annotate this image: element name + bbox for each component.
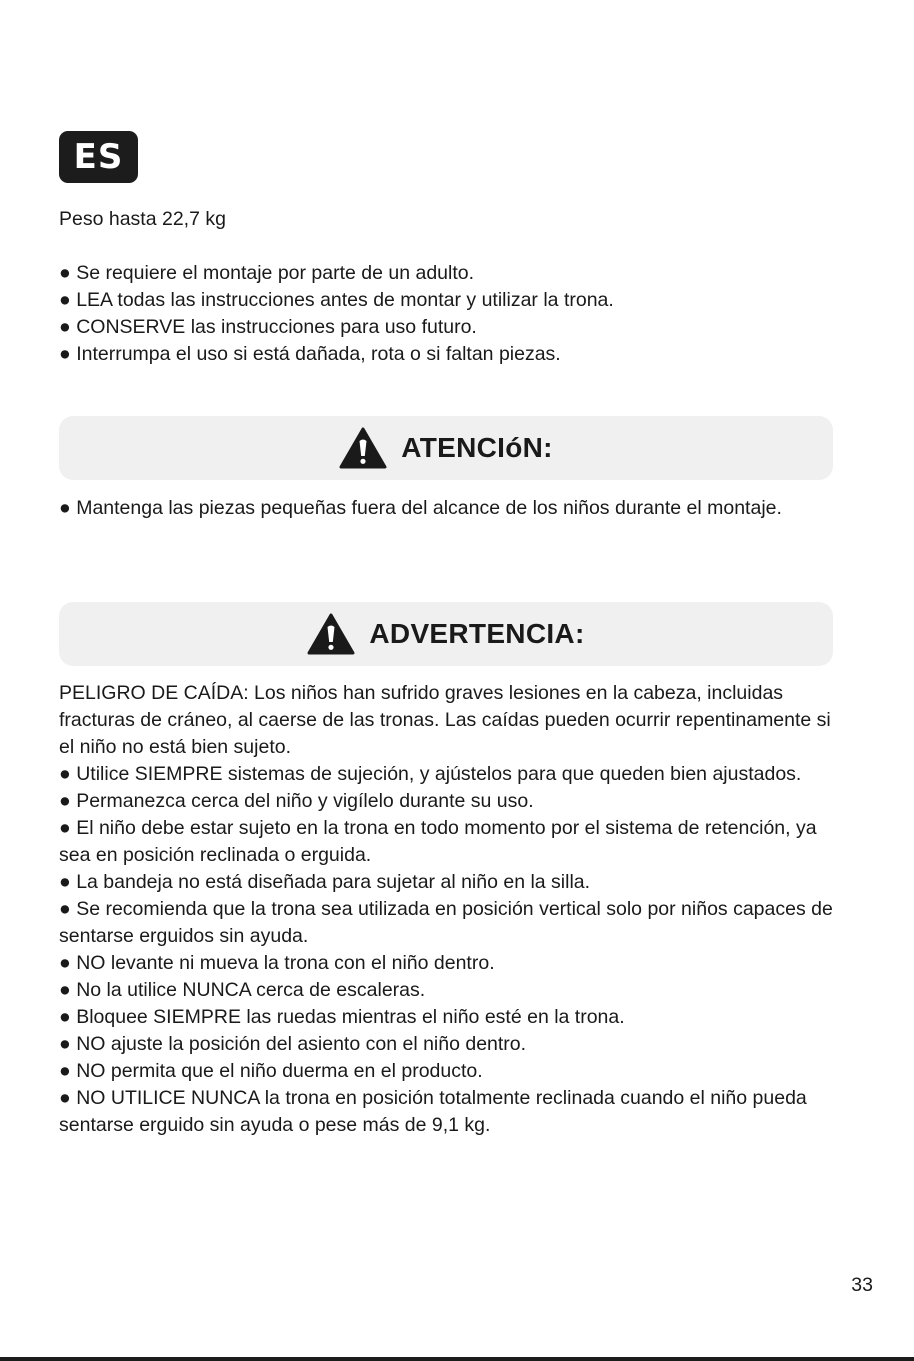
list-item: ● Interrumpa el uso si está dañada, rota o si faltan piezas. <box>59 343 561 365</box>
page-number: 33 <box>851 1274 873 1296</box>
general-instructions-list <box>59 260 849 368</box>
warning-triangle-icon <box>307 613 355 655</box>
warning-line: ● El niño debe estar sujeto en la trona en todo momento por el sistema de retención, ya sea en posición reclinada o erguida. <box>59 817 817 866</box>
warning-line: ● NO levante ni mueva la trona con el niño dentro. <box>59 952 495 974</box>
warning-line: ● Utilice SIEMPRE sistemas de sujeción, y ajústelos para que queden bien ajustados. <box>59 763 802 785</box>
attention-title: ATENCIóN: <box>401 432 553 463</box>
warning-text-block <box>59 680 839 1139</box>
warning-triangle-icon <box>339 427 387 469</box>
warning-title: ADVERTENCIA: <box>369 618 585 649</box>
warning-line: ● Permanezca cerca del niño y vigílelo durante su uso. <box>59 790 534 812</box>
warning-line: PELIGRO DE CAÍDA: Los niños han sufrido graves lesiones en la cabeza, incluidas fracturas de cráneo, al caerse de las tronas. Las caídas pueden ocurrir repentinamente si el niño no está bien sujeto. <box>59 682 831 758</box>
weight-limit <box>59 206 849 233</box>
weight-limit-text: Peso hasta 22,7 kg <box>59 208 226 230</box>
warning-line: ● Bloquee SIEMPRE las ruedas mientras el niño esté en la trona. <box>59 1006 625 1028</box>
language-badge: ES <box>59 131 138 183</box>
warning-line: ● La bandeja no está diseñada para sujetar al niño en la silla. <box>59 871 591 893</box>
attention-text: ● Mantenga las piezas pequeñas fuera del alcance de los niños durante el montaje. <box>59 497 782 519</box>
warning-line: ● NO ajuste la posición del asiento con el niño dentro. <box>59 1033 527 1055</box>
list-item: ● CONSERVE las instrucciones para uso futuro. <box>59 316 477 338</box>
warning-banner <box>59 602 833 666</box>
warning-line: ● NO permita que el niño duerma en el producto. <box>59 1060 483 1082</box>
list-item: ● Se requiere el montaje por parte de un adulto. <box>59 262 475 284</box>
attention-text-block <box>59 495 849 522</box>
list-item: ● LEA todas las instrucciones antes de montar y utilizar la trona. <box>59 289 614 311</box>
warning-line: ● Se recomienda que la trona sea utilizada en posición vertical solo por niños capaces de sentarse erguidos sin ayuda. <box>59 898 833 947</box>
bottom-rule <box>0 1357 914 1361</box>
attention-banner <box>59 416 833 480</box>
warning-line: ● NO UTILICE NUNCA la trona en posición totalmente reclinada cuando el niño pueda sentarse erguido sin ayuda o pese más de 9,1 kg. <box>59 1087 807 1136</box>
warning-line: ● No la utilice NUNCA cerca de escaleras. <box>59 979 426 1001</box>
